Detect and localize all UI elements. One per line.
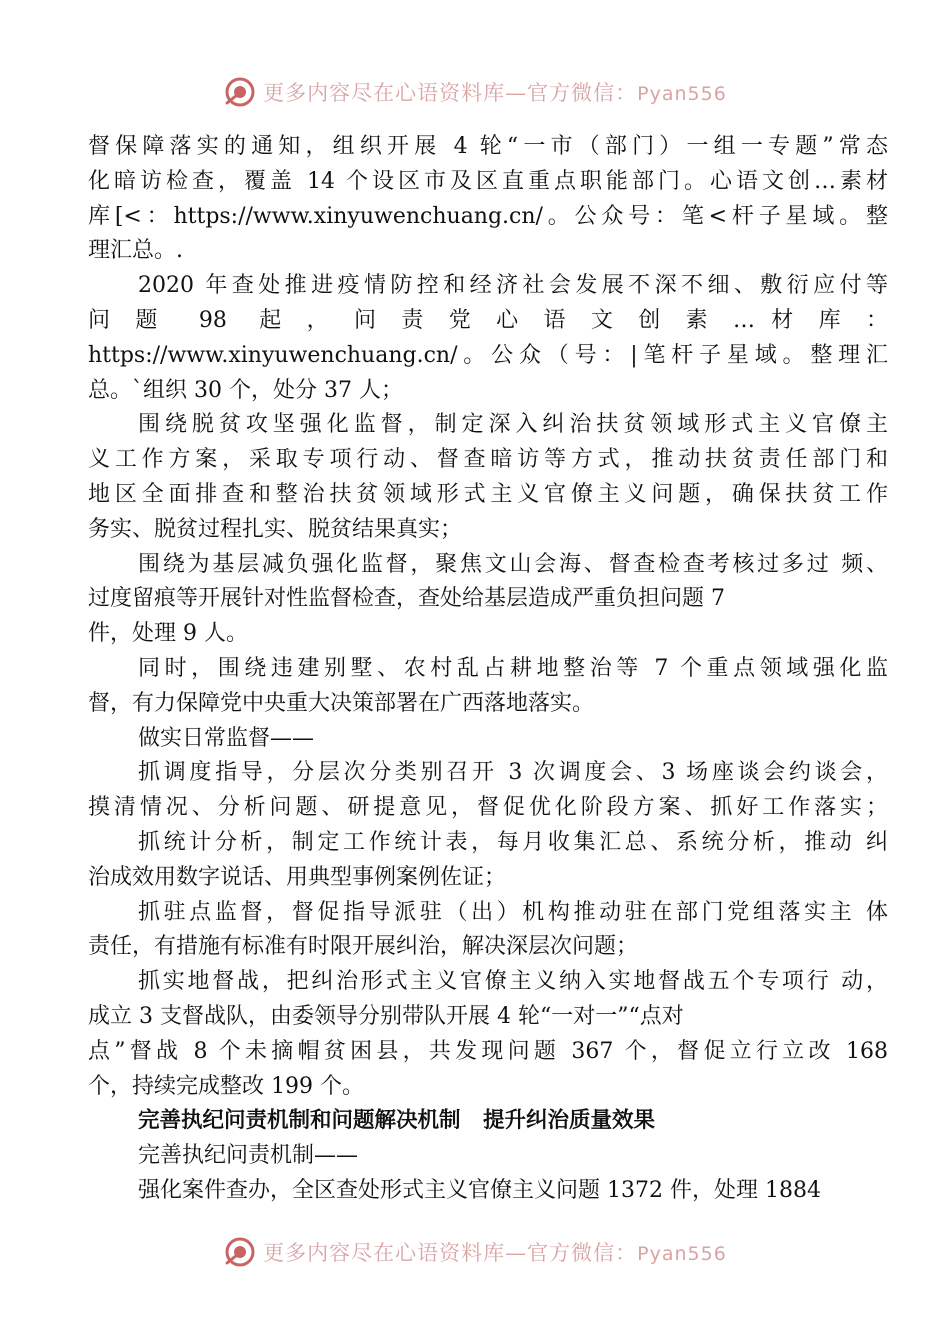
- header-banner: [0, 72, 950, 112]
- section-heading: 完善执纪问责机制和问题解决机制 提升纠治质量效果: [138, 1108, 655, 1134]
- text-line: 理汇总。.: [88, 238, 183, 264]
- text-line: 完善执纪问责机制——: [138, 1143, 359, 1169]
- text-line: 化暗访检查，覆盖 14 个设区市及区直重点职能部门。心语文创…素材: [88, 168, 888, 194]
- text-line: 问 题 98 起 ， 问 责 党 心 语 文 创 素 … 材 库 ：: [88, 307, 888, 333]
- text-line: 总。`组织 30 个，处分 37 人；: [88, 377, 403, 403]
- banner-text: 更多内容尽在心语资料库—官方微信：Pyan556: [263, 1241, 727, 1265]
- text-line: 义工作方案，采取专项行动、督查暗访等方式，推动扶贫责任部门和: [88, 447, 888, 473]
- footer-banner: [0, 1232, 950, 1272]
- text-line: 库[<：https://www.xinyuwenchuang.cn/。公众号：笔<杆子星域。整: [88, 203, 888, 229]
- text-line: 2020 年查处推进疫情防控和经济社会发展不深不细、敷衍应付等: [138, 273, 888, 299]
- brand-logo-icon: [223, 1235, 257, 1269]
- text-line: https://www.xinyuwenchuang.cn/。公众（号：|笔杆子星域。整理汇: [88, 342, 888, 368]
- text-line: 抓调度指导，分层次分类别召开 3 次调度会、3 场座谈会约谈会，: [138, 760, 888, 786]
- text-line: 抓驻点监督，督促指导派驻（出）机构推动驻在部门党组落实主 体: [138, 899, 888, 925]
- text-line: 围绕为基层减负强化监督，聚焦文山会海、督查检查考核过多过 频、: [138, 551, 888, 577]
- text-line: 过度留痕等开展针对性监督检查，查处给基层造成严重负担问题 7: [88, 586, 725, 612]
- text-line: 同时，围绕违建别墅、农村乱占耕地整治等 7 个重点领域强化监: [138, 655, 888, 681]
- text-line: 务实、脱贫过程扎实、脱贫结果真实；: [88, 516, 463, 542]
- text-line: 围绕脱贫攻坚强化监督，制定深入纠治扶贫领域形式主义官僚主: [138, 412, 888, 438]
- text-line: 强化案件查办，全区查处形式主义官僚主义问题 1372 件，处理 1884: [138, 1177, 821, 1203]
- text-line: 地区全面排查和整治扶贫领域形式主义官僚主义问题，确保扶贫工作: [88, 481, 888, 507]
- text-line: 督保障落实的通知，组织开展 4 轮“一市（部门）一组一专题”常态: [88, 134, 888, 159]
- text-line: 抓实地督战，把纠治形式主义官僚主义纳入实地督战五个专项行 动，: [138, 969, 888, 995]
- text-line: 件，处理 9 人。: [88, 621, 248, 647]
- text-line: 个，持续完成整改 199 个。: [88, 1073, 364, 1099]
- text-line: 摸清情况、分析问题、研提意见，督促优化阶段方案、抓好工作落实；: [88, 795, 888, 821]
- text-line: 治成效用数字说话、用典型事例案例佐证；: [88, 864, 507, 890]
- banner-text: 更多内容尽在心语资料库—官方微信：Pyan556: [263, 81, 727, 105]
- text-line: 督，有力保障党中央重大决策部署在广西落地落实。: [88, 690, 595, 716]
- text-line: 点”督战 8 个未摘帽贫困县，共发现问题 367 个，督促立行立改 168: [88, 1038, 888, 1064]
- text-line: 抓统计分析，制定工作统计表，每月收集汇总、系统分析，推动 纠: [138, 829, 888, 855]
- brand-logo-icon: [223, 75, 257, 109]
- text-line: 成立 3 支督战队，由委领导分别带队开展 4 轮“一对一”“点对: [88, 1003, 684, 1029]
- text-line: 做实日常监督——: [138, 725, 315, 751]
- text-line: 责任，有措施有标准有时限开展纠治，解决深层次问题；: [88, 934, 639, 960]
- document-body: [88, 130, 888, 1209]
